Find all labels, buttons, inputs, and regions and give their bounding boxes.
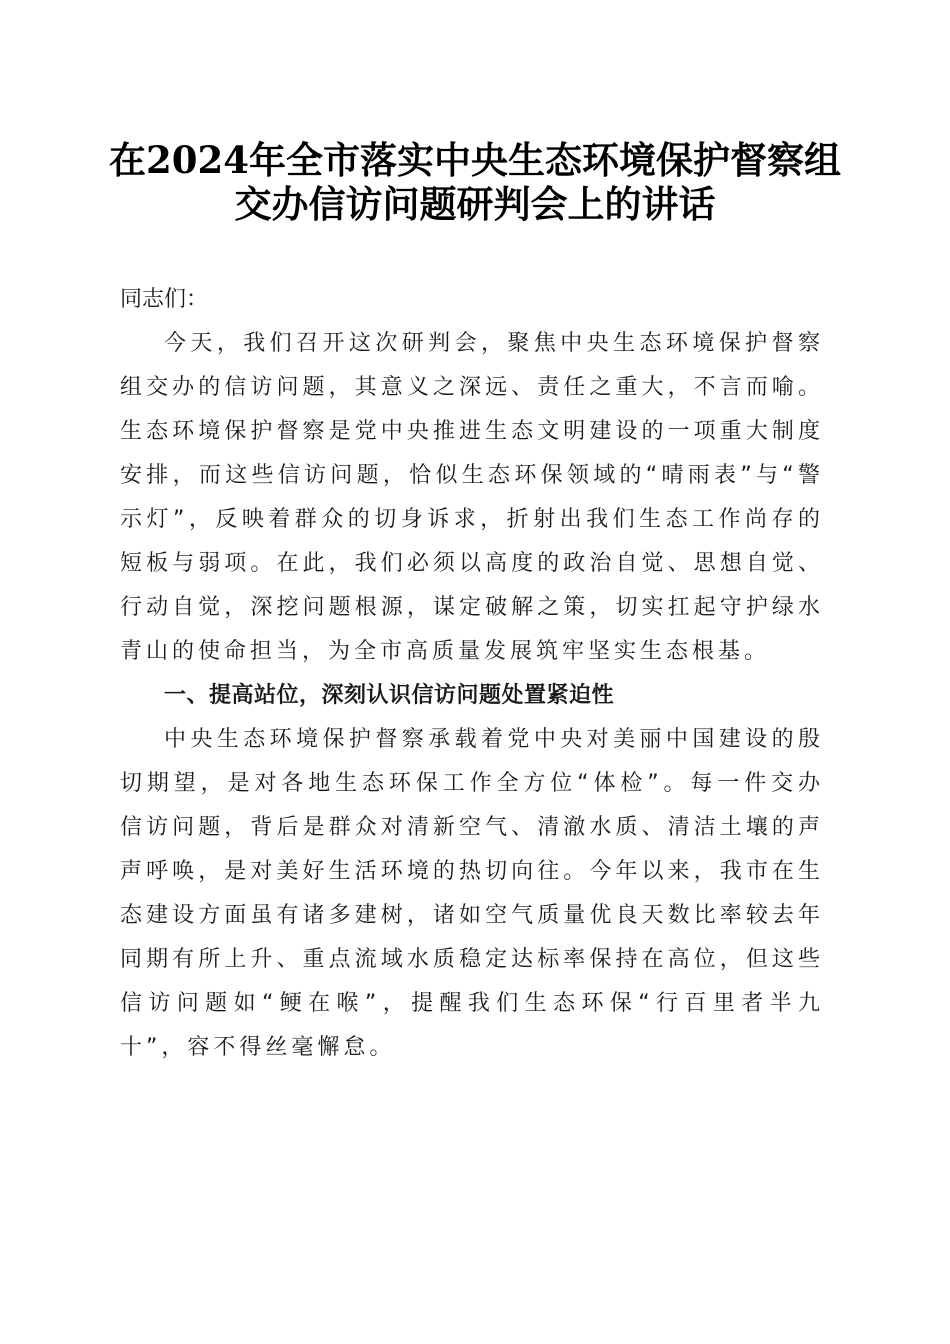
paragraph-section-1: 中央生态环境保护督察承载着党中央对美丽中国建设的殷切期望，是对各地生态环保工作全方位“体检”。每一件交办信访问题，背后是群众对清新空气、清澈水质、清洁土壤的声声呼唤，是对美好生活环境的热切向往。今年以来，我市在生态建设方面虽有诸多建树，诸如空气质量优良天数比率较去年同期有所上升、重点流域水质稳定达标率保持在高位，但这些信访问题如“鲠在喉”，提醒我们生态环保“行百里者半九十”，容不得丝毫懈怠。	[120, 727, 824, 1060]
document-body	[120, 278, 824, 1070]
title-line-1: 在2024年全市落实中央生态环境保护督察组	[109, 138, 841, 182]
section-heading-1: 一、提高站位，深刻认识信访问题处置紧迫性	[164, 683, 615, 708]
title-line-2: 交办信访问题研判会上的讲话	[234, 182, 716, 226]
salutation: 同志们：	[120, 287, 209, 312]
document-title	[60, 138, 890, 226]
paragraph-intro: 今天，我们召开这次研判会，聚焦中央生态环境保护督察组交办的信访问题，其意义之深远、责任之重大，不言而喻。生态环境保护督察是党中央推进生态文明建设的一项重大制度安排，而这些信访问题，恰似生态环保领域的“晴雨表”与“警示灯”，反映着群众的切身诉求，折射出我们生态工作尚存的短板与弱项。在此，我们必须以高度的政治自觉、思想自觉、行动自觉，深挖问题根源，谋定破解之策，切实扛起守护绿水青山的使命担当，为全市高质量发展筑牢坚实生态根基。	[120, 331, 824, 664]
